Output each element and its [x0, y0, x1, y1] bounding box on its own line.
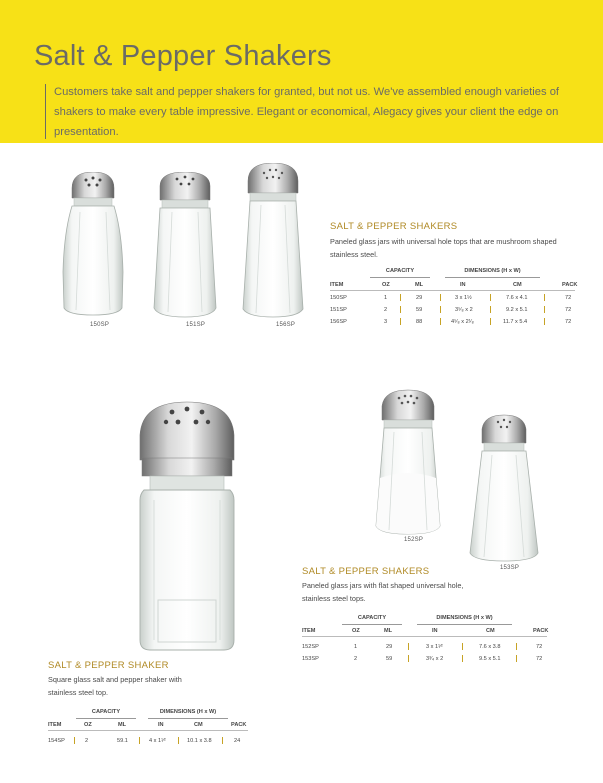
- table-row-oz: 2: [85, 738, 89, 744]
- table-row-item: 153SP: [302, 656, 319, 662]
- table-row-in: 3 x 1¹⁄²: [426, 644, 443, 650]
- group-dimensions: DIMENSIONS (H x W): [436, 615, 493, 621]
- table-row-pack: 72: [565, 319, 572, 325]
- section-desc-bottom: Square glass salt and pepper shaker with stainless steel top.: [48, 675, 182, 697]
- col-item: ITEM: [302, 628, 316, 634]
- col-ml: ML: [384, 628, 393, 634]
- table-row-in: 4⁵⁄₈ x 2¹⁄₈: [451, 319, 474, 325]
- table-row-pack: 72: [536, 644, 543, 650]
- table-row-item: 154SP: [48, 738, 65, 744]
- col-ml: ML: [415, 282, 424, 288]
- shaker-150sp-image: [58, 172, 128, 322]
- section-title-top: SALT & PEPPER SHAKERS: [330, 221, 458, 232]
- intro-text: Customers take salt and pepper shakers for granted, but not us. We've assembled enough varieties of shakers to make every table impressive. Elegant or economical, Alegacy gives your client the edge on presentation.: [54, 86, 560, 138]
- table-row-cm: 7.6 x 4.1: [506, 295, 528, 301]
- group-capacity: CAPACITY: [357, 615, 387, 621]
- shaker-152sp-image: [372, 388, 444, 538]
- table-row-pack: 72: [565, 295, 572, 301]
- group-dimensions: DIMENSIONS (H x W): [464, 268, 521, 274]
- col-in: IN: [460, 282, 466, 288]
- table-row-oz: 3: [384, 319, 388, 325]
- table-row-pack: 72: [565, 307, 572, 313]
- section-desc-middle: Paneled glass jars with flat shaped universal hole, stainless steel tops.: [302, 581, 464, 603]
- page-title: Salt & Pepper Shakers: [34, 40, 332, 72]
- spec-table-bottom: [48, 709, 248, 749]
- col-oz: OZ: [352, 628, 360, 634]
- table-row-cm: 10.1 x 3.8: [187, 738, 212, 744]
- section-desc-top: Paneled glass jars with universal hole tops that are mushroom shaped stainless steel.: [330, 237, 557, 259]
- section-title-middle: SALT & PEPPER SHAKERS: [302, 566, 430, 577]
- intro-divider: [45, 84, 46, 139]
- col-pack: PACK: [562, 282, 578, 288]
- section-title-bottom: SALT & PEPPER SHAKER: [48, 660, 169, 671]
- col-pack: PACK: [533, 628, 549, 634]
- table-row-ml: 59: [416, 307, 423, 313]
- table-row-cm: 9.5 x 5.1: [479, 656, 501, 662]
- product-label-156sp: 156SP: [276, 322, 296, 328]
- col-oz: OZ: [84, 722, 92, 728]
- spec-table-top: [330, 268, 578, 334]
- table-row-cm: 7.6 x 3.8: [479, 644, 501, 650]
- table-row-cm: 11.7 x 5.4: [503, 319, 528, 325]
- group-dimensions: DIMENSIONS (H x W): [159, 709, 217, 715]
- col-oz: OZ: [382, 282, 390, 288]
- shaker-154sp-image: [128, 400, 246, 655]
- table-row-cm: 9.2 x 5.1: [506, 307, 528, 313]
- table-row-ml: 59.1: [117, 738, 128, 744]
- col-in: IN: [158, 722, 164, 728]
- table-row-pack: 72: [536, 656, 543, 662]
- col-cm: CM: [486, 628, 495, 634]
- group-capacity: CAPACITY: [385, 268, 415, 274]
- product-label-150sp: 150SP: [90, 322, 110, 328]
- product-label-153sp: 153SP: [500, 565, 520, 571]
- table-row-oz: 2: [354, 656, 358, 662]
- table-row-oz: 1: [384, 295, 388, 301]
- group-capacity: CAPACITY: [91, 709, 121, 715]
- shaker-153sp-image: [466, 413, 542, 565]
- col-item: ITEM: [330, 282, 344, 288]
- table-row-item: 156SP: [330, 319, 347, 325]
- product-label-151sp: 151SP: [186, 322, 206, 328]
- product-label-152sp: 152SP: [404, 537, 424, 543]
- table-row-in: 4 x 1¹⁄²: [149, 738, 166, 744]
- col-ml: ML: [118, 722, 127, 728]
- shaker-156sp-image: [240, 163, 306, 323]
- table-row-oz: 1: [354, 644, 358, 650]
- table-row-item: 152SP: [302, 644, 319, 650]
- table-row-in: 3⁵⁄₈ x 2: [455, 307, 473, 313]
- table-row-ml: 29: [416, 295, 423, 301]
- table-row-item: 150SP: [330, 295, 347, 301]
- table-row-item: 151SP: [330, 307, 347, 313]
- table-row-pack: 24: [234, 738, 241, 744]
- shaker-151sp-image: [150, 172, 220, 322]
- col-cm: CM: [194, 722, 203, 728]
- table-row-ml: 29: [386, 644, 393, 650]
- spec-table-middle: [302, 615, 547, 670]
- table-row-ml: 59: [386, 656, 393, 662]
- table-row-oz: 2: [384, 307, 388, 313]
- col-pack: PACK: [231, 722, 247, 728]
- col-item: ITEM: [48, 722, 62, 728]
- table-row-in: 3³⁄₄ x 2: [426, 656, 444, 662]
- table-row-in: 3 x 1½: [455, 295, 472, 301]
- col-in: IN: [432, 628, 438, 634]
- col-cm: CM: [513, 282, 522, 288]
- table-row-ml: 88: [416, 319, 423, 325]
